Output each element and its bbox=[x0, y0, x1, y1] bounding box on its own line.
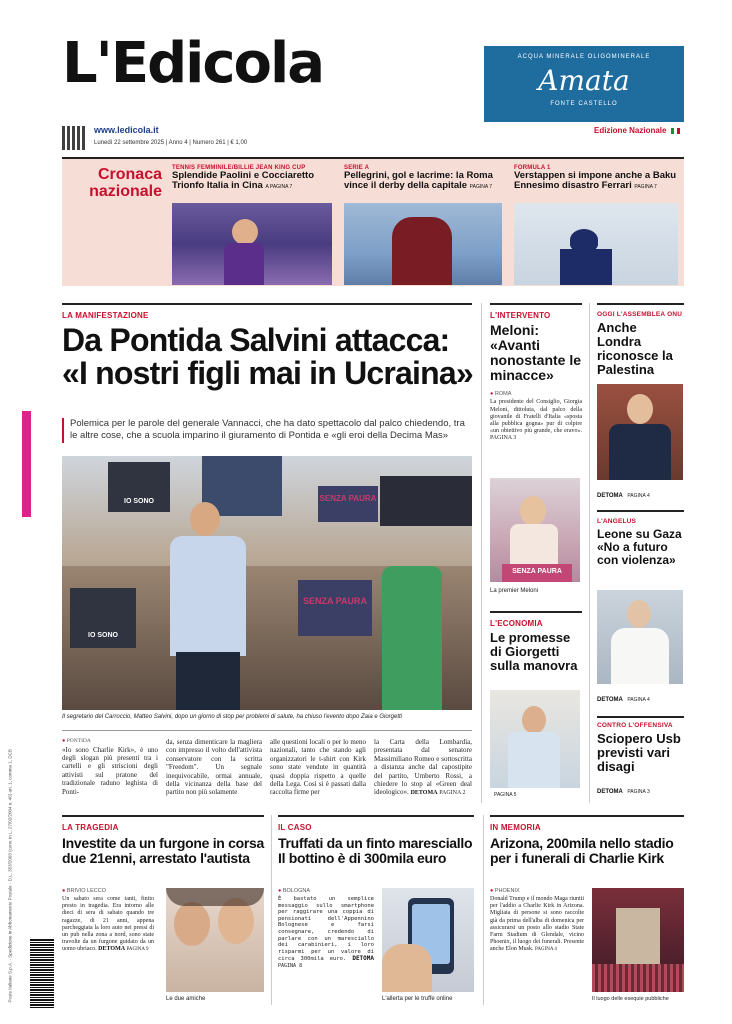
bottom-place: ● BOLOGNA bbox=[278, 888, 311, 894]
bottom-rule-3 bbox=[490, 815, 684, 817]
bottom-body: È bastato un semplice messaggio sullo smartphone per raggirare una coppia di pensionati dell'Appennino Bolognese e farsi consegnare, credendo di parlare con un maresciallo dei carabinieri, i loro risparmi per un valore di circa 300mila euro. DETOMA PAGINA 8 bbox=[278, 896, 375, 969]
italian-flag-icon bbox=[671, 128, 680, 134]
banner-kicker: TENNIS FEMMINILE/BILLIE JEAN KING CUP bbox=[172, 165, 306, 171]
side-story-giorgetti[interactable] bbox=[490, 619, 582, 673]
lead-headline[interactable] bbox=[62, 324, 474, 391]
site-url-link[interactable]: www.ledicola.it bbox=[94, 125, 159, 135]
bottom-story-caso[interactable] bbox=[278, 823, 476, 866]
salvini-figure bbox=[166, 502, 250, 710]
column-divider bbox=[481, 303, 482, 803]
ad-top-text: ACQUA MINERALE OLIGOMINERALE bbox=[517, 54, 651, 60]
location-icon: ● bbox=[490, 391, 494, 398]
side-left-mid-rule bbox=[490, 611, 582, 613]
top-banner bbox=[62, 157, 684, 286]
bottom-rule-2 bbox=[278, 815, 474, 817]
lead-body-col4: la Carta della Lombardia, presentata dal senatore Massimiliano Romeo e sottoscritta a distanza anche dal capostipite del partito, Umberto Rossi, a chiedere lo stop al «Green deal ideologico». DETOMA PAGINA 2 bbox=[374, 738, 472, 797]
side-kicker: OGGI L'ASSEMBLEA ONU bbox=[597, 311, 683, 318]
column-divider bbox=[589, 303, 590, 803]
lead-body-col3: alle questioni locali o per lo meno nazionali, tanto che stando agli organizzatori le t-shirt con Kirk sono state vendute in quantità quasi doppia rispetto a quelle della Lega. Così si è passati dalla raccolta firme per bbox=[270, 738, 366, 797]
banner-kicker: SERIE A bbox=[344, 165, 370, 171]
bottom-kicker: IL CASO bbox=[278, 823, 312, 832]
banner-headline: Verstappen si impone anche a Baku Ennesimo disastro Ferrari PAGINA 7 bbox=[514, 170, 677, 192]
caso-caption: L'allerta per le truffe online bbox=[382, 996, 453, 1002]
meloni-sign: SENZA PAURA bbox=[502, 564, 572, 582]
tragedia-photo bbox=[166, 888, 264, 992]
side-body: La presidente del Consiglio, Giorgia Meloni, dittoluta, dal palco della giovanile di Fratelli d'Italia «sposta alla pubblica gogna» pur di colpire «un obiettivo più grande, che eravo». PAGINA 3 bbox=[490, 399, 582, 442]
giorgetti-page: PAGINA 5 bbox=[494, 792, 517, 798]
banner-section-label bbox=[68, 167, 162, 201]
side-story-leone[interactable] bbox=[597, 518, 684, 567]
location-icon: ● bbox=[62, 738, 66, 744]
page-ref: PAGINA 2 bbox=[439, 790, 466, 797]
usb-byline: DETOMA PAGINA 3 bbox=[597, 789, 650, 796]
location-icon: ● bbox=[62, 888, 66, 894]
londra-byline: DETOMA PAGINA 4 bbox=[597, 493, 650, 499]
bottom-body: Donald Trump e il mondo Maga riuniti per l'addio a Charlie Kirk in Arizona. Migliaia di persone si sono raccolte già da prima dell'alba di domenica per assicurarsi un posto allo stadio State Farm Stadium di Glendale, vicino Phoenix, il luogo dei funerali. Presente anche Elon Musk. PAGINA 4 bbox=[490, 896, 584, 953]
side-headline: Anche Londra riconosce la Palestina bbox=[597, 320, 673, 378]
starmer-photo bbox=[597, 384, 683, 480]
meloni-photo bbox=[490, 478, 580, 582]
section-accent-bar bbox=[22, 411, 31, 517]
bottom-kicker: IN MEMORIA bbox=[490, 823, 541, 832]
caso-body-block bbox=[278, 888, 374, 970]
memoria-photo bbox=[592, 888, 684, 992]
side-headline: Le promesse di Giorgetti sulla manovra bbox=[490, 630, 578, 674]
side-right-mid-rule bbox=[597, 510, 684, 512]
column-divider bbox=[271, 815, 272, 1005]
banner-label-line2: nazionale bbox=[89, 182, 162, 200]
byline: DETOMA bbox=[410, 790, 438, 797]
ad-banner[interactable] bbox=[484, 46, 684, 122]
meloni-caption: La premier Meloni bbox=[490, 588, 539, 594]
sign-kirk-1: IO SONO bbox=[108, 462, 170, 512]
side-headline: Meloni: «Avanti nonostante le minacce» bbox=[490, 322, 582, 384]
lead-photo bbox=[62, 456, 472, 710]
banner-kicker: FORMULA 1 bbox=[514, 165, 551, 171]
banner-item-roma[interactable] bbox=[344, 165, 504, 192]
caso-photo bbox=[382, 888, 474, 992]
side-headline: Sciopero Usb previsti vari disagi bbox=[597, 731, 681, 775]
spine-text: Poste Italiane S.p.A. - Spedizione in Abbonamento Postale - D.L. 353/2003 (conv. in L. 27/02/2004 n. 46) art. 1, comma 1, DCB bbox=[7, 749, 13, 1003]
side-story-meloni[interactable] bbox=[490, 311, 582, 443]
edition-label bbox=[594, 126, 680, 135]
roma-photo bbox=[344, 203, 502, 285]
lead-standfirst: Polemica per le parole del generale Vannacci, che ha dato spettacolo dal palco chiedendo, tra le altre cose, che a scuola imparino il giuramento di Pontida e «gli eroi della Decima Mas» bbox=[62, 418, 472, 443]
sign-senza-paura-1: SENZA PAURA bbox=[318, 486, 378, 522]
ad-bottom-text: FONTE CASTELLO bbox=[550, 101, 618, 107]
side-story-usb[interactable] bbox=[597, 722, 684, 798]
bottom-rule-1 bbox=[62, 815, 264, 817]
issue-line: Lunedì 22 settembre 2025 | Anno 4 | Numero 261 | € 1,00 bbox=[94, 140, 248, 146]
lead-photo-caption: Il segretario del Carroccio, Matteo Salvini, dopo un giorno di stop per problemi di salute, ha chiuso l'evento dopo Zaia e Giorgetti bbox=[62, 714, 403, 720]
side-kicker: L'ECONOMIA bbox=[490, 619, 543, 628]
lead-place: ● PONTIDA bbox=[62, 738, 91, 744]
barcode bbox=[30, 938, 54, 1008]
side-place: ● ROMA bbox=[490, 391, 512, 398]
side-kicker: L'INTERVENTO bbox=[490, 311, 551, 320]
f1-photo bbox=[514, 203, 678, 285]
ad-brand: Amata bbox=[538, 64, 630, 97]
memoria-body-block bbox=[490, 888, 584, 954]
bottom-headline: Arizona, 200mila nello stadio per i funerali di Charlie Kirk bbox=[490, 835, 674, 867]
bottom-place: ● BRIVIO LECCO bbox=[62, 888, 106, 894]
side-right-top-rule bbox=[597, 303, 684, 305]
lead-body-col1: ● PONTIDA «Io sono Charlie Kirk», è uno degli slogan più presenti tra i cartelli e gli striscioni degli attivisti sul pratone del tradizionale raduno leghista di Ponti- bbox=[62, 738, 158, 796]
memoria-caption: Il luogo delle esequie pubbliche bbox=[592, 996, 669, 1002]
tragedia-caption: Le due amiche bbox=[166, 996, 206, 1002]
lead-body-rule bbox=[62, 730, 472, 731]
location-icon: ● bbox=[490, 888, 494, 894]
masthead-title: L'Edicola bbox=[62, 31, 324, 96]
bottom-headline: Truffati da un finto maresciallo Il bottino è di 300mila euro bbox=[278, 835, 473, 867]
location-icon: ● bbox=[278, 888, 282, 894]
lead-headline-line2: «I nostri figli mai in Ucraina» bbox=[62, 355, 473, 392]
side-right-low-rule bbox=[597, 716, 684, 718]
qr-code bbox=[62, 126, 86, 150]
bottom-headline: Investite da un furgone in corsa due 21enni, arrestato l'autista bbox=[62, 835, 264, 867]
tragedia-body-block bbox=[62, 888, 154, 954]
side-kicker: L'ANGELUS bbox=[597, 518, 637, 525]
banner-item-f1[interactable] bbox=[514, 165, 680, 192]
column-divider bbox=[483, 815, 484, 1005]
side-headline: Leone su Gaza «No a futuro con violenza» bbox=[597, 527, 682, 567]
banner-item-tennis[interactable] bbox=[172, 165, 336, 192]
lead-kicker: LA MANIFESTAZIONE bbox=[62, 311, 149, 320]
bottom-place: ● PHOENIX bbox=[490, 888, 520, 894]
tennis-photo bbox=[172, 203, 332, 285]
banner-headline: Splendide Paolini e Cocciaretto Trionfo Italia in Cina A PAGINA 7 bbox=[172, 170, 315, 192]
giorgetti-photo bbox=[490, 690, 580, 788]
sign-kirk-2: IO SONO bbox=[70, 588, 136, 648]
bottom-body: Un sabato sera come tanti, finito presto in tragedia. Era intorno alle dieci di sera di sabato quando tre ragazze, di 21 anni, appena parcheggiata la loro auto nei pressi di un pub nella zona a nord, sono state travolte da un furgone guidato da un uomo ubriaco. DETOMA PAGINA 9 bbox=[62, 896, 154, 953]
masthead bbox=[0, 0, 732, 160]
bottom-kicker: LA TRAGEDIA bbox=[62, 823, 119, 832]
lead-body-col2: da, senza dimenticare la magliera con impresso il volto dell'attivista conservatore con la scritta "Freedom". Un segnale inequivocabile, ormai annuale, della vicinanza della base del partito non più solamente bbox=[166, 738, 262, 797]
banner-label-line1: Cronaca bbox=[97, 166, 162, 183]
lead-body bbox=[62, 738, 472, 804]
pope-photo bbox=[597, 590, 683, 684]
sign-senza-paura-2: SENZA PAURA bbox=[298, 580, 372, 636]
bottom-story-memoria[interactable] bbox=[490, 823, 684, 866]
lead-headline-line1: Da Pontida Salvini attacca: bbox=[62, 322, 450, 358]
leone-byline: DETOMA PAGINA 4 bbox=[597, 697, 650, 703]
bottom-story-tragedia[interactable] bbox=[62, 823, 264, 866]
side-left-top-rule bbox=[490, 303, 582, 305]
lead-top-rule bbox=[62, 303, 472, 305]
edition-text: Edizione Nazionale bbox=[594, 126, 667, 135]
side-kicker: CONTRO L'OFFENSIVA bbox=[597, 722, 673, 729]
side-story-londra[interactable] bbox=[597, 311, 684, 377]
banner-headline: Pellegrini, gol e lacrime: la Roma vince il derby della capitale PAGINA 7 bbox=[344, 170, 493, 192]
